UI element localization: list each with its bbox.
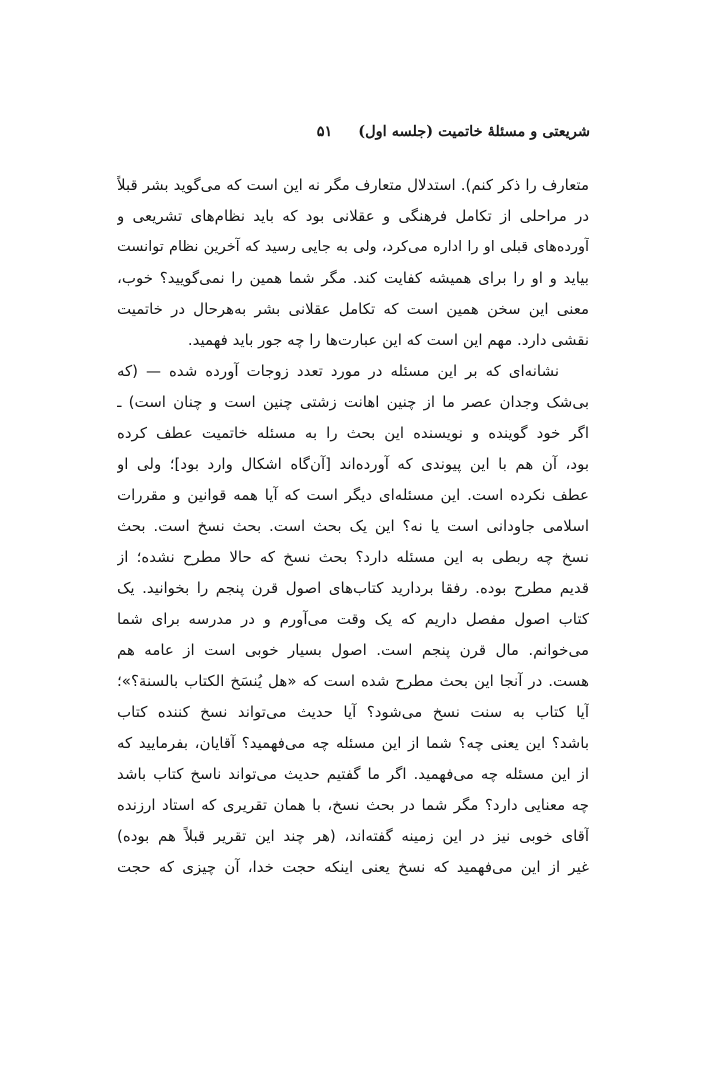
text-line: آورده‌های قبلی او را اداره می‌کرد، ولی به جایی رسید که آخرین نظام توانست xyxy=(117,239,589,255)
text-line: اگر خود گوینده و نویسنده این بحث را به مسئله خاتمیت عطف کرده xyxy=(117,424,589,442)
text-line: معنی این سخن همین است که تکامل عقلانی بشر به‌هرحال در خاتمیت xyxy=(117,300,589,318)
text-line: می‌خوانم. مال قرن پنجم است. اصول بسیار خوبی است از عامه هم xyxy=(117,641,589,659)
text-line: آقای خوبی نیز در این زمینه گفته‌اند، (هر چند این تقریر قبلاً هم بوده) xyxy=(117,827,589,845)
text-line: بیاید و او را برای همیشه کفایت کند. مگر شما همین را نمی‌گویید؟ خوب، xyxy=(117,269,589,287)
text-line: غیر از این می‌فهمید که نسخ یعنی اینکه حجت خدا، آن چیزی که حجت xyxy=(117,858,589,876)
text-line: قدیم مطرح بوده. رفقا بردارید کتاب‌های اصول قرن پنجم را بخوانید. یک xyxy=(117,579,589,597)
paragraph-1 xyxy=(117,170,589,356)
text-line: متعارف را ذکر کنم). استدلال متعارف مگر نه این است که می‌گوید بشر قبلاً xyxy=(117,176,589,194)
running-head-title: شریعتی و مسئلهٔ خاتمیت (جلسه اول) xyxy=(358,122,590,140)
text-line: هست. در آنجا این بحث مطرح شده است که «هل یُنسَخ الکتاب بالسنة؟»؛ xyxy=(117,672,589,690)
text-line: باشد؟ این یعنی چه؟ شما از این مسئله چه می‌فهمید؟ آقایان، بفرمایید که xyxy=(117,734,589,752)
page-number: ۵۱ xyxy=(316,122,333,140)
text-line: نشانه‌ای که بر این مسئله در مورد تعدد زوجات آورده شده — (که xyxy=(117,362,559,380)
text-line: بود، آن هم با این پیوندی که آورده‌اند [آن‌گاه اشکال وارد بود]؛ ولی او xyxy=(117,455,589,473)
text-line: کتاب اصول مفصل داریم که یک وقت می‌آورم و در مدرسه برای شما xyxy=(117,610,589,628)
text-line: آیا کتاب به سنت نسخ می‌شود؟ آیا حدیث می‌تواند نسخ کننده کتاب xyxy=(117,703,589,721)
text-line: عطف نکرده است. این مسئله‌ای دیگر است که آیا همه قوانین و مقررات xyxy=(117,486,589,504)
running-head xyxy=(118,120,590,142)
text-line: نقشی دارد. مهم این است که این عبارت‌ها را چه جور باید فهمید. xyxy=(187,331,589,349)
text-line: اسلامی جاودانی است یا نه؟ این یک بحث است. بحث نسخ است. بحث xyxy=(117,517,589,535)
text-line: از این مسئله چه می‌فهمید. اگر ما گفتیم حدیث می‌تواند ناسخ کتاب باشد xyxy=(117,765,589,783)
paragraph-2 xyxy=(117,356,589,883)
text-line: نسخ چه ربطی به این مسئله دارد؟ بحث نسخ که حالا مطرح نشده؛ از xyxy=(117,548,589,566)
text-line: چه معنایی دارد؟ مگر شما در بحث نسخ، با همان تقریری که استاد ارزنده xyxy=(117,796,589,814)
text-line: بی‌شک وجدان عصر ما از چنین اهانت زشتی چنین است و چنان است) ـ xyxy=(117,393,589,411)
body-text xyxy=(117,170,589,883)
text-line: در مراحلی از تکامل فرهنگی و عقلانی بود که باید نظام‌های تشریعی و xyxy=(117,207,589,225)
